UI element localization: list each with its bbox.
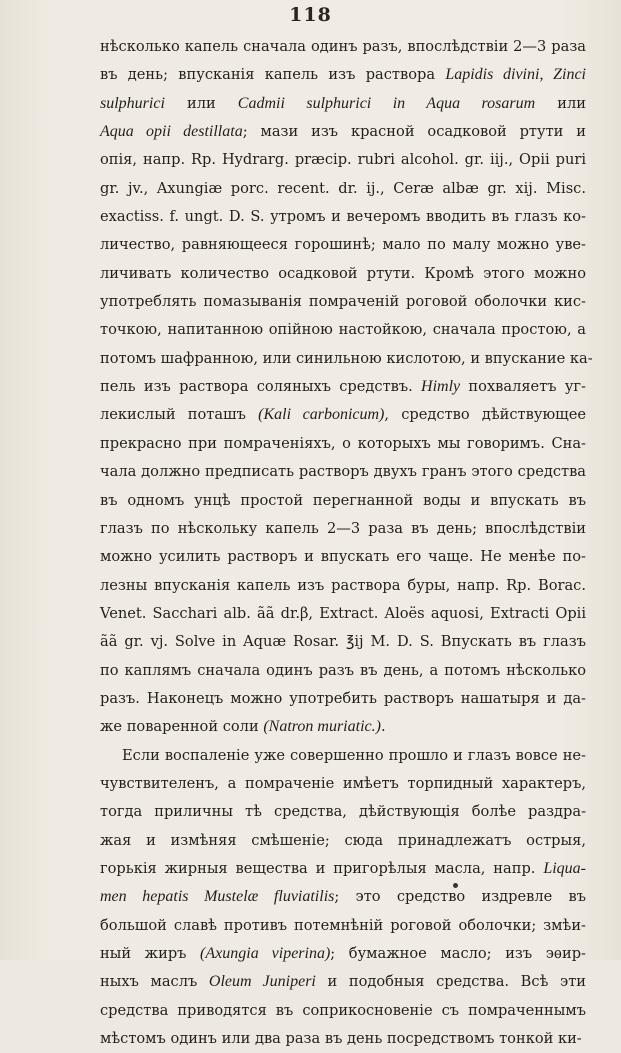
text-line <box>100 175 586 203</box>
text-line <box>100 316 586 344</box>
text-line <box>100 345 593 373</box>
latin-term: Oleum Juniperi <box>208 973 316 991</box>
text-line <box>100 401 586 429</box>
text-run: лезны впусканія капель изъ раствора буры, напр. Rp. Borac. <box>100 576 586 594</box>
text-line <box>100 430 586 458</box>
text-line <box>100 657 586 685</box>
text-run: ; это средство издревле въ <box>334 888 586 906</box>
text-line <box>100 543 586 571</box>
text-line <box>100 940 586 968</box>
text-run: можно усилить растворъ и впускать его чаще. Не менѣе по- <box>100 548 586 566</box>
text-line <box>100 572 586 600</box>
text-run: или <box>164 94 238 112</box>
latin-term: men hepatis Mustelæ fluviatilis <box>100 888 335 906</box>
text-line <box>100 231 586 259</box>
text-run: разъ. Наконецъ можно употребить растворъ нашатыря и да- <box>100 689 586 707</box>
text-line <box>100 855 586 883</box>
text-run: употреблять помазыванія помраченій роговой оболочки кис- <box>100 293 586 311</box>
text-run: или <box>535 94 586 112</box>
text-run: нѣсколько капель сначала одинъ разъ, впослѣдствіи 2—3 раза <box>100 38 586 55</box>
text-line <box>100 685 586 713</box>
text-line <box>100 458 586 486</box>
latin-term: Liqua- <box>543 859 586 877</box>
ink-speck <box>453 883 458 888</box>
latin-term: (Kali carbonicum) <box>258 406 385 424</box>
text-line <box>100 997 586 1025</box>
text-run: потомъ шафранною, или синильною кислотою, и впускание ка- <box>100 349 593 367</box>
text-run: ãã gr. vj. Solve in Aquæ Rosar. ℥ij M. D. S. Впускать въ глазъ <box>100 633 586 651</box>
text-line <box>100 883 586 911</box>
text-line <box>100 798 586 826</box>
text-run: личивать количество осадковой ртути. Кромѣ этого можно <box>100 264 586 282</box>
text-run: ; мази изъ красной осадковой ртути и <box>242 123 586 141</box>
text-line <box>100 203 586 231</box>
text-line <box>100 827 586 855</box>
text-run: глазъ по нѣскольку капель 2—3 раза въ день; впослѣдствіи <box>100 519 586 537</box>
text-run: въ одномъ унцѣ простой перегнанной воды и впускать въ <box>100 491 586 509</box>
text-run: лекислый поташъ <box>100 406 259 424</box>
text-run: жая и измѣняя смѣшеніе; сюда принадлежатъ острыя, <box>100 831 586 849</box>
text-run: ный жиръ <box>100 945 201 962</box>
text-line <box>100 373 586 401</box>
text-run: похваляетъ уг- <box>460 378 586 396</box>
text-line <box>100 742 586 770</box>
latin-term: Cadmii sulphurici in Aqua rosarum <box>237 94 536 112</box>
text-line <box>100 770 586 798</box>
text-run: exactiss. f. ungt. D. S. утромъ и вечеромъ вводить въ глазъ ко- <box>100 208 586 226</box>
text-run: gr. jv., Axungiæ porc. recent. dr. ij., Ceræ albæ gr. xij. Misc. <box>100 179 586 197</box>
text-line <box>100 912 586 940</box>
text-run: . <box>380 718 386 736</box>
latin-term: sulphurici <box>100 94 165 112</box>
text-run: чала должно предписать растворъ двухъ гранъ этого средства <box>100 463 586 481</box>
text-line <box>100 600 586 628</box>
text-run: , средство дѣйствующее <box>384 406 586 424</box>
text-line <box>100 968 586 996</box>
text-run: прекрасно при помраченіяхъ, о которыхъ мы говоримъ. Сна- <box>100 434 586 452</box>
latin-term: Himly <box>421 378 461 396</box>
text-line <box>100 1025 586 1053</box>
text-run: средства приводятся въ соприкосновеніе съ помраченнымъ <box>100 1001 586 1019</box>
text-line <box>100 713 586 741</box>
text-run: тогда приличны тѣ средства, дѣйствующія болѣе раздра- <box>100 803 586 821</box>
text-run: въ день; впусканія капель изъ раствора <box>100 66 446 84</box>
text-line <box>100 288 586 316</box>
text-line <box>100 628 586 656</box>
text-run: точкою, напитанною опійною настойкою, сначала простою, а <box>100 321 586 339</box>
text-run: чувствителенъ, а помраченіе имѣетъ торпидный характеръ, <box>100 774 586 792</box>
text-line <box>100 515 586 543</box>
body-text <box>100 33 593 1053</box>
text-run: личество, равняющееся горошинѣ; мало по малу можно уве- <box>100 236 586 254</box>
text-run: по каплямъ сначала одинъ разъ въ день, а потомъ нѣсколько <box>100 661 586 679</box>
text-line <box>100 146 586 174</box>
text-run: горькія жирныя вещества и пригорѣлыя масла, напр. <box>100 859 544 877</box>
latin-term: (Natron muriatic.) <box>263 718 381 736</box>
text-line <box>100 487 586 515</box>
text-run: же поваренной соли <box>100 718 264 736</box>
text-run: Если воспаленіе уже совершенно прошло и глазъ вовсе не- <box>122 746 586 764</box>
text-run: Venet. Sacchari alb. ãã dr.β, Extract. Aloës aquosi, Extracti Opii <box>100 604 586 622</box>
text-run: ныхъ маслъ <box>100 973 209 991</box>
text-run: большой славѣ противъ потемнѣній роговой оболочки; змѣи- <box>100 916 586 934</box>
text-line <box>100 118 586 146</box>
text-run: мѣстомъ одинъ или два раза въ день посредствомъ тонкой ки- <box>100 1030 582 1048</box>
text-line <box>100 90 586 118</box>
text-run: пель изъ раствора соляныхъ средствъ. <box>100 378 422 396</box>
text-line <box>100 61 586 89</box>
text-line <box>100 33 586 61</box>
text-run: ; бумажное масло; изъ эѳир- <box>330 945 586 962</box>
latin-term: (Axungia viperina) <box>200 945 331 962</box>
text-line <box>100 260 586 288</box>
text-run: и подобныя средства. Всѣ эти <box>315 973 586 991</box>
page-number: 118 <box>289 4 332 26</box>
text-run: опія, напр. Rp. Hydrarg. præcip. rubri alcohol. gr. iij., Opii puri <box>100 151 586 169</box>
latin-term: Lapidis divini, Zinci <box>445 66 586 84</box>
latin-term: Aqua opii destillata <box>100 123 243 141</box>
